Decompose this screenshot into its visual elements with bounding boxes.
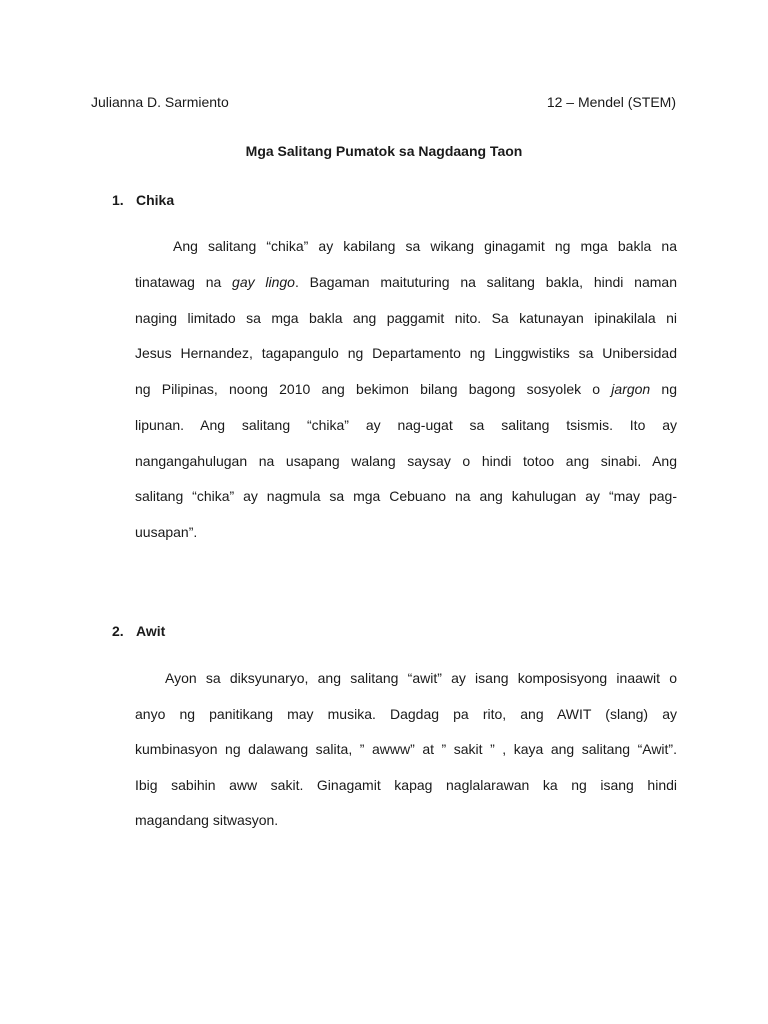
author-name: Julianna D. Sarmiento [91,94,229,110]
paragraph-line: uusapan”. [135,524,198,540]
page-title: Mga Salitang Pumatok sa Nagdaang Taon [245,143,523,159]
text-run: tinatawag na [135,273,233,290]
section-title: Chika [136,192,175,208]
paragraph-line: magandang sitwasyon. [135,812,279,828]
section-heading-chika [112,192,174,208]
paragraph-line: lipunan. Ang salitang “chika” ay nag-ugat sa salitang tsismis. Ito ay [135,416,677,433]
text-run: . Bagaman maituturing na salitang bakla, hindi naman [294,273,677,290]
section-number: 1. [112,192,124,208]
paragraph-line: Ayon sa diksyunaryo, ang salitang “awit” ay isang komposisyong inaawit o [165,670,677,686]
paragraph-line: naging limitado sa mga bakla ang paggamit nito. Sa katunayan ipinakilala ni [135,309,677,326]
section-heading-awit [112,623,165,639]
section-title: Awit [136,623,166,639]
paragraph-line [135,265,677,301]
paragraph-line: Jesus Hernandez, tagapangulo ng Departamento ng Linggwistiks sa Unibersidad [135,345,677,362]
paragraph-line: anyo ng panitikang may musika. Dagdag pa rito, ang AWIT (slang) ay [135,705,677,722]
text-run: ng Pilipinas, noong 2010 ang bekimon bilang bagong sosyolek o [135,381,612,397]
document-header [91,94,676,110]
italic-term: jargon [611,381,651,397]
section-number: 2. [112,623,124,639]
paragraph-line: Ibig sabihin aww sakit. Ginagamit kapag naglalarawan ka ng isang hindi [135,776,677,793]
section-paragraph-awit [135,661,677,839]
paragraph-line: salitang “chika” ay nagmula sa mga Cebuano na ang kahulugan ay “may pag- [135,488,677,505]
paragraph-line [135,372,677,408]
paragraph-line: Ang salitang “chika” ay kabilang sa wikang ginagamit ng mga bakla na [173,238,677,254]
section-paragraph-chika [135,229,677,551]
class-section: 12 – Mendel (STEM) [546,94,676,110]
text-run: ng [650,381,677,397]
italic-term: gay lingo [232,273,295,290]
paragraph-line: nangangahulugan na usapang walang saysay o hindi totoo ang sinabi. Ang [135,452,677,469]
paragraph-line: kumbinasyon ng dalawang salita, ” awww” at ” sakit ” , kaya ang salitang “Awit”. [135,741,677,757]
